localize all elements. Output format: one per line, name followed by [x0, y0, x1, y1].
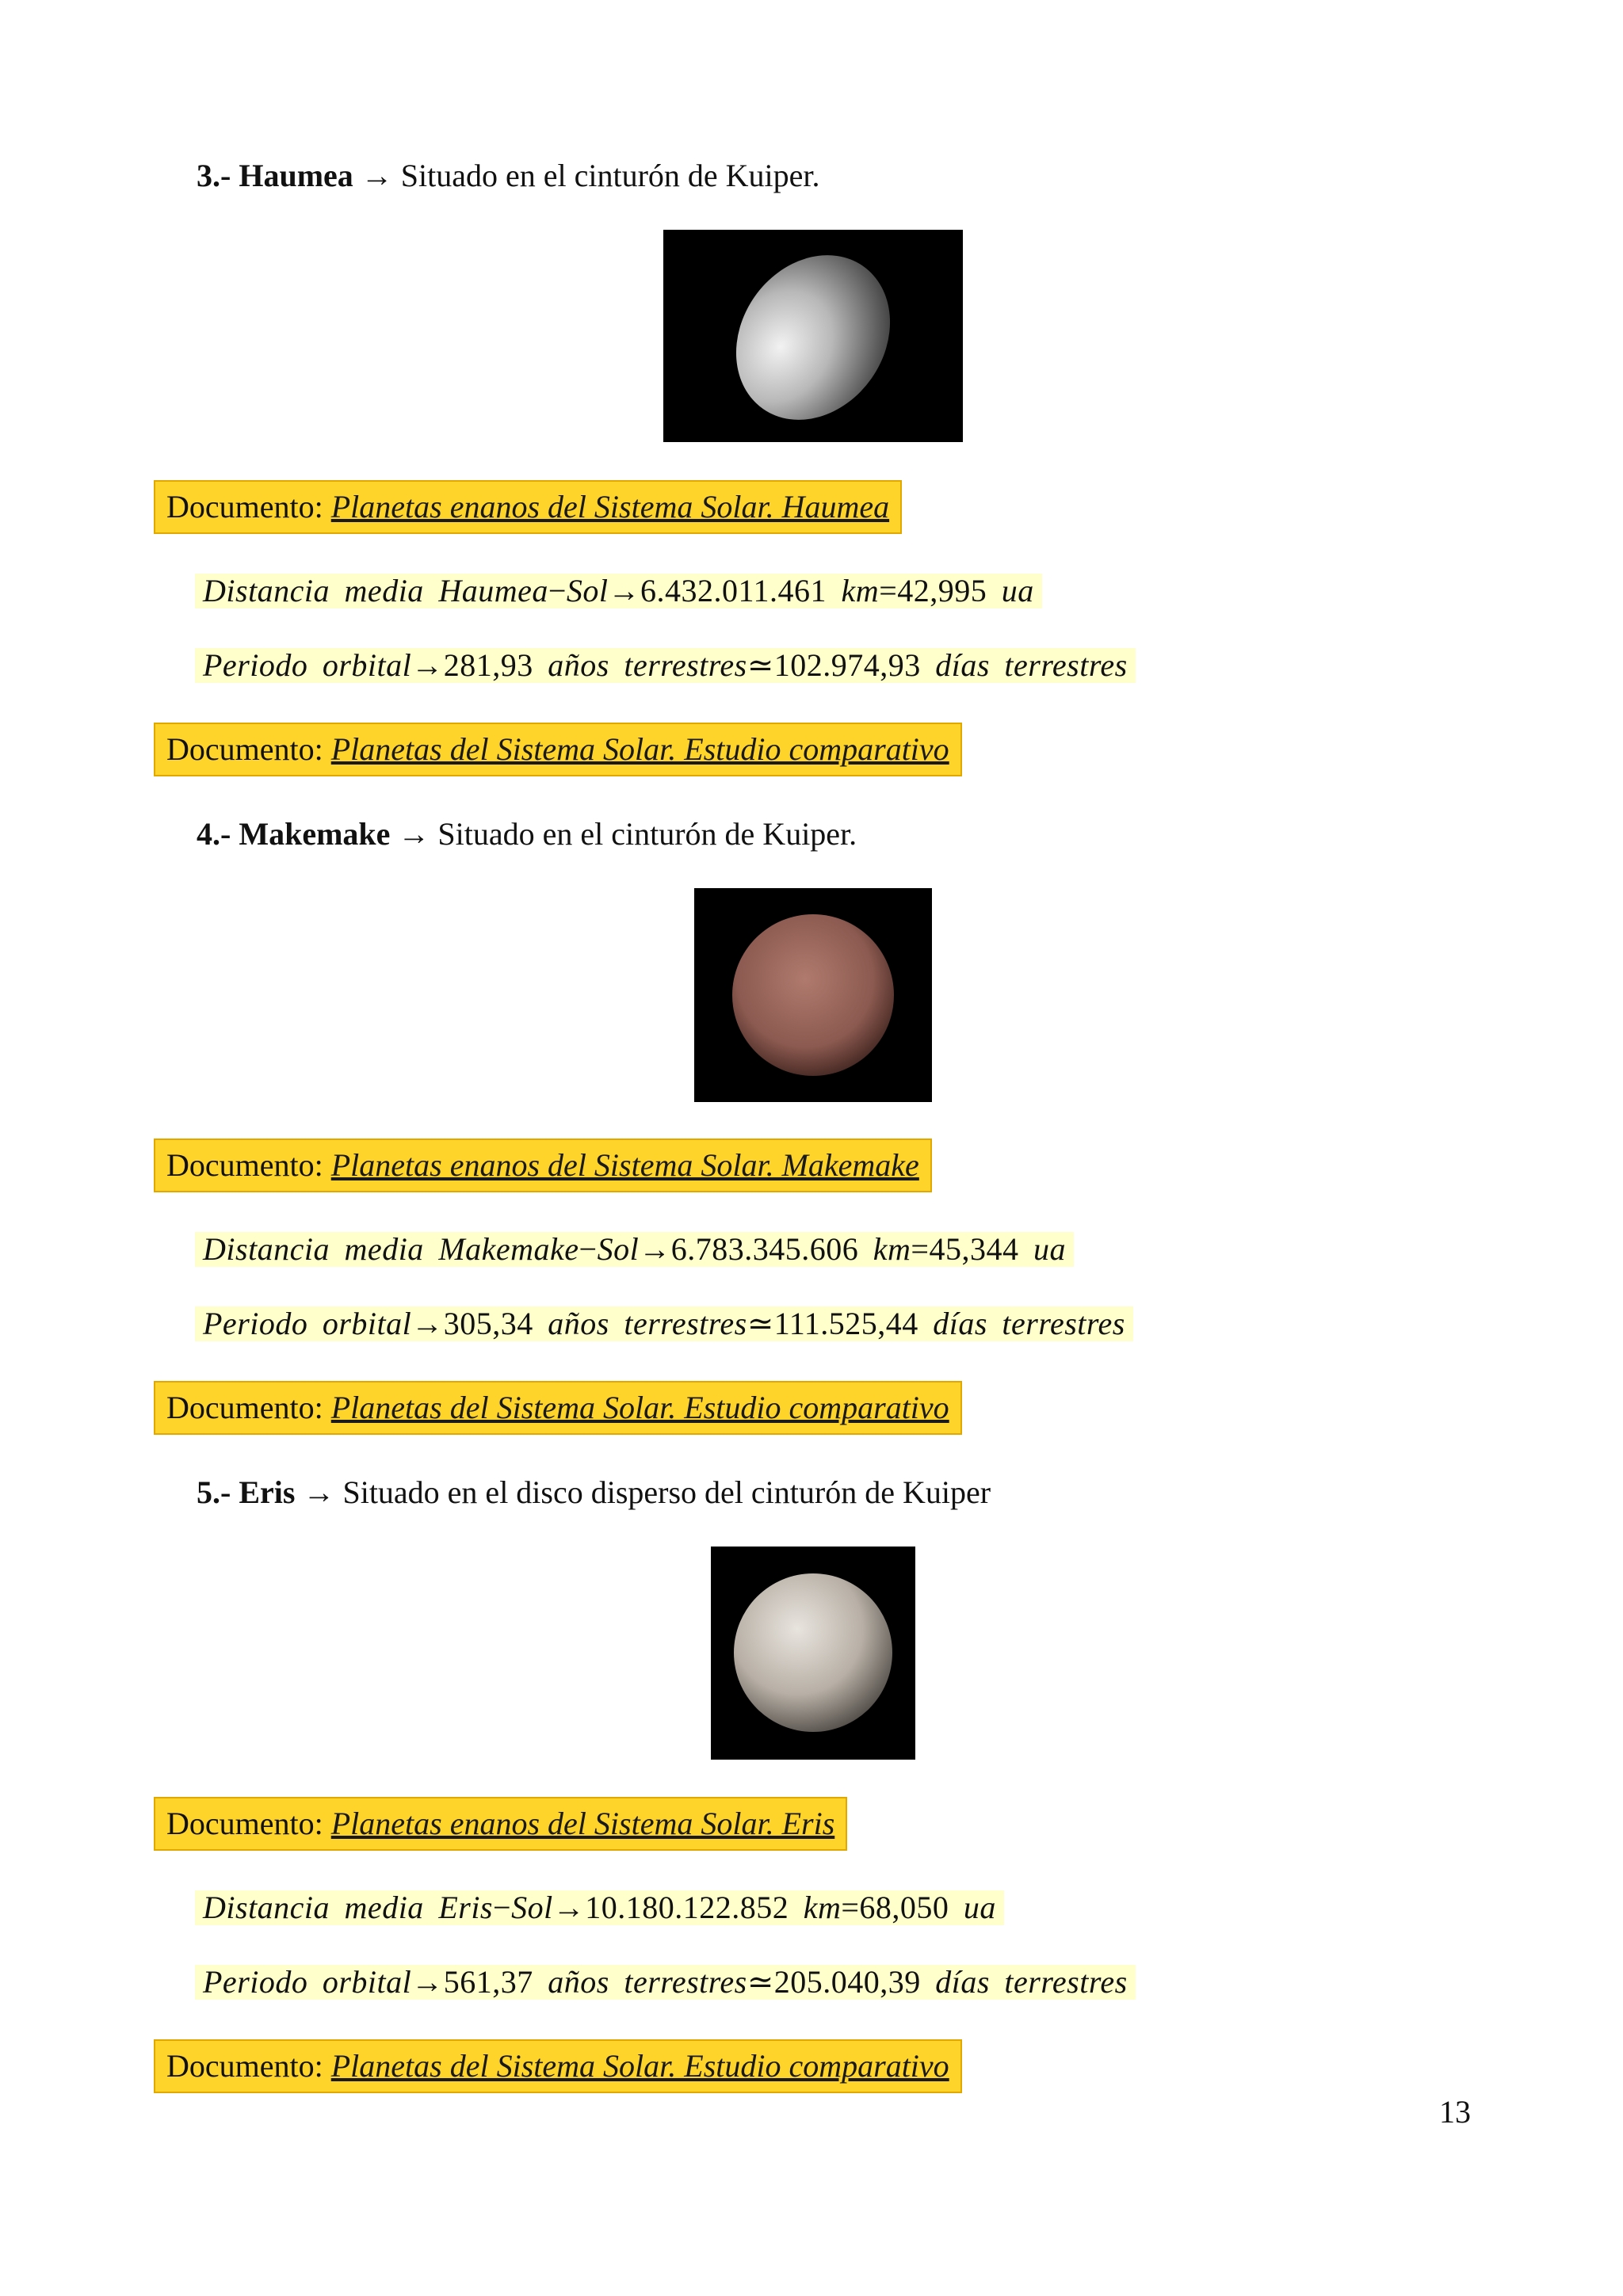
section-number: 4.- — [197, 816, 231, 852]
arrow: → — [608, 573, 641, 608]
approx-sign: ≃ — [747, 1306, 774, 1341]
minus-sign: − — [579, 1231, 598, 1267]
document-reference — [154, 1797, 847, 1851]
years-unit: años terrestres — [548, 1306, 747, 1341]
years-unit: años terrestres — [548, 1964, 747, 2000]
formula-label: Periodo orbital — [203, 1964, 412, 2000]
years-value: 561,37 — [443, 1964, 533, 2000]
approx-sign: ≃ — [747, 1964, 774, 2000]
section-description: Situado en el cinturón de Kuiper. — [437, 816, 857, 852]
formula-sol: Sol — [566, 573, 609, 608]
ua-value: 42,995 — [897, 573, 987, 608]
days-value: 111.525,44 — [773, 1306, 918, 1341]
section-heading-eris — [197, 1474, 991, 1512]
formula-body: Makemake — [438, 1231, 579, 1267]
ua-value: 68,050 — [859, 1890, 949, 1925]
approx-sign: ≃ — [747, 647, 774, 683]
ua-value: 45,344 — [929, 1231, 1019, 1267]
km-value: 6.432.011.461 — [640, 573, 827, 608]
days-unit: días terrestres — [933, 1306, 1125, 1341]
period-formula — [195, 1965, 1136, 2000]
minus-sign: − — [548, 573, 567, 608]
km-unit: km — [841, 573, 880, 608]
document-label: Documento: — [166, 1806, 323, 1841]
section-name: Haumea — [239, 158, 353, 193]
document-link[interactable]: Planetas enanos del Sistema Solar. Makemake — [330, 1147, 919, 1183]
arrow: → — [398, 816, 430, 852]
formula-label: Periodo orbital — [203, 1306, 412, 1341]
km-value: 10.180.122.852 — [585, 1890, 789, 1925]
document-reference — [154, 1138, 932, 1192]
formula-body: Haumea — [438, 573, 548, 608]
days-value: 205.040,39 — [773, 1964, 921, 2000]
document-link[interactable]: Planetas del Sistema Solar. Estudio comparativo — [330, 2048, 949, 2084]
document-label: Documento: — [166, 1147, 323, 1183]
section-number: 5.- — [197, 1474, 231, 1510]
document-reference — [154, 1381, 962, 1435]
document-label: Documento: — [166, 731, 323, 767]
period-formula — [195, 648, 1136, 683]
formula-sol: Sol — [597, 1231, 640, 1267]
document-reference — [154, 2039, 962, 2093]
km-unit: km — [873, 1231, 911, 1267]
ua-unit: ua — [1001, 573, 1034, 608]
arrow: → — [639, 1231, 671, 1267]
equals-sign: = — [841, 1890, 860, 1925]
section-heading-makemake — [197, 815, 857, 853]
document-link[interactable]: Planetas del Sistema Solar. Estudio comparativo — [330, 731, 949, 767]
haumea-image — [663, 230, 963, 442]
section-description: Situado en el disco disperso del cinturón de Kuiper — [342, 1474, 991, 1510]
arrow: → — [303, 1474, 335, 1510]
km-value: 6.783.345.606 — [670, 1231, 859, 1267]
equals-sign: = — [879, 573, 898, 608]
years-value: 305,34 — [443, 1306, 533, 1341]
section-description: Situado en el cinturón de Kuiper. — [400, 158, 820, 193]
arrow: → — [361, 158, 393, 193]
document-reference — [154, 480, 902, 534]
distance-formula — [195, 1890, 1004, 1925]
ua-unit: ua — [1033, 1231, 1066, 1267]
document-link[interactable]: Planetas enanos del Sistema Solar. Haumea — [330, 489, 890, 524]
km-unit: km — [803, 1890, 842, 1925]
days-unit: días terrestres — [935, 1964, 1128, 2000]
distance-formula — [195, 574, 1042, 608]
formula-label: Periodo orbital — [203, 647, 412, 683]
page-number: 13 — [1439, 2094, 1471, 2130]
years-value: 281,93 — [443, 647, 533, 683]
eris-image — [711, 1547, 915, 1760]
arrow: → — [411, 1306, 444, 1341]
document-link[interactable]: Planetas del Sistema Solar. Estudio comparativo — [330, 1390, 949, 1425]
period-formula — [195, 1306, 1133, 1341]
formula-sol: Sol — [511, 1890, 553, 1925]
section-name: Eris — [239, 1474, 296, 1510]
days-unit: días terrestres — [935, 647, 1128, 683]
minus-sign: − — [493, 1890, 512, 1925]
formula-label: Distancia media — [203, 1890, 424, 1925]
document-label: Documento: — [166, 1390, 323, 1425]
arrow: → — [411, 1964, 444, 2000]
distance-formula — [195, 1232, 1074, 1267]
formula-label: Distancia media — [203, 573, 424, 608]
years-unit: años terrestres — [548, 647, 747, 683]
makemake-image — [694, 888, 932, 1102]
section-heading-haumea — [197, 157, 820, 195]
document-reference — [154, 723, 962, 776]
days-value: 102.974,93 — [773, 647, 921, 683]
ua-unit: ua — [963, 1890, 996, 1925]
document-label: Documento: — [166, 489, 323, 524]
section-number: 3.- — [197, 158, 231, 193]
document-label: Documento: — [166, 2048, 323, 2084]
document-link[interactable]: Planetas enanos del Sistema Solar. Eris — [330, 1806, 835, 1841]
arrow: → — [552, 1890, 586, 1925]
arrow: → — [411, 647, 444, 683]
formula-label: Distancia media — [203, 1231, 424, 1267]
formula-body: Eris — [438, 1890, 493, 1925]
equals-sign: = — [911, 1231, 930, 1267]
section-name: Makemake — [239, 816, 391, 852]
